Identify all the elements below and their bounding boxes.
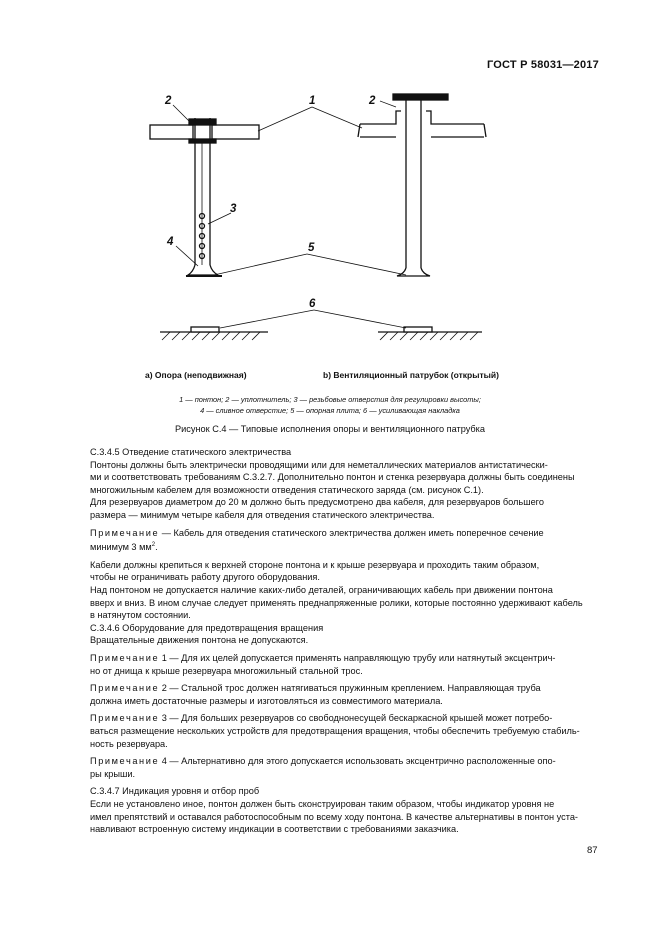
- paragraph-line: в натянутом состоянии.: [90, 610, 191, 621]
- label-5: 5: [308, 242, 315, 254]
- note-label: Примечание: [90, 683, 160, 694]
- pontoon-right-a: [212, 125, 259, 139]
- note: [90, 712, 599, 725]
- paragraph-line: Над понтоном не допускается наличие каких-либо деталей, ограничивающих кабель при движении понтона: [90, 585, 553, 595]
- note-text: 3 — Для больших резервуаров со свободнонесущей бескаркасной крышей может потребо-: [159, 713, 553, 724]
- note-line: [61, 539, 599, 554]
- paragraph-line: Для резервуаров диаметром до 20 м должно быть предусмотрено два кабеля, для резервуаров большего: [90, 497, 544, 508]
- paragraph-line: многожильным кабелем для возможности отведения статического заряда (см. рисунок С.1).: [90, 484, 484, 495]
- figure-caption: Рисунок С.4 — Типовые исполнения опоры и вентиляционного патрубка: [175, 424, 485, 434]
- paragraph-line: Вращательные движения понтона не допускаются.: [90, 635, 309, 646]
- label-1: 1: [309, 95, 316, 107]
- note: [90, 682, 599, 695]
- paragraph-line: Если не установлено иное, понтон должен быть сконструирован таким образом, чтобы индикатор уровня не: [90, 798, 555, 809]
- vent-cap: [393, 94, 448, 100]
- note-text: — Кабель для отведения статического электричества должен иметь поперечное сечение: [159, 527, 544, 538]
- note-label: Примечание: [90, 713, 160, 724]
- superscript: 2: [151, 542, 156, 549]
- note-label: Примечание: [90, 652, 160, 663]
- paragraph-line: размера — минимум четыре кабеля для отведения статического электричества.: [90, 509, 435, 520]
- legend-line-1: 1 — понтон; 2 — уплотнитель; 3 — резьбовые отверстия для регулировки высоты;: [179, 395, 481, 404]
- seal-a: [189, 119, 216, 125]
- legend-line-2: 4 — сливное отверстие; 5 — опорная плита; 6 — усиливающая накладка: [200, 406, 460, 415]
- note-line: ность резервуара.: [90, 738, 168, 749]
- note-line: но от днища к крыше резервуара многожильный стальной трос.: [90, 665, 363, 676]
- pontoon-left-a: [150, 125, 193, 139]
- paragraph-line: ми и соответствовать требованиям С.3.2.7. Дополнительно понтон и стенка резервуара должны быть соединены: [90, 472, 575, 483]
- note-line: ры крыши.: [90, 768, 136, 779]
- note-line: ваться размещение нескольких устройств для предотвращения вращения, чтобы обеспечить требуемую стабиль-: [90, 725, 580, 736]
- note-line: должна иметь достаточные размеры и изготовляться из совместимого материала.: [90, 695, 443, 706]
- paragraph-line: чтобы не ограничивать работу другого оборудования.: [90, 572, 320, 583]
- seal-a-bottom: [189, 139, 216, 143]
- subcaption-b: b) Вентиляционный патрубок (открытый): [323, 370, 499, 380]
- paragraph-line: Кабели должны крепиться к верхней стороне понтона и к крыше резервуара и проходить таким образом,: [90, 559, 540, 570]
- label-3: 3: [230, 203, 237, 215]
- label-4: 4: [167, 236, 174, 248]
- section-heading: С.3.4.6 Оборудование для предотвращения вращения: [90, 622, 324, 633]
- section-heading: С.3.4.5 Отведение статического электричества: [90, 447, 292, 457]
- note-text: 2 — Стальной трос должен натягиваться пружинным креплением. Направляющая труба: [159, 683, 541, 694]
- paragraph-line: навливают встроенную систему индикации в соответствии с требованиями заказчика.: [90, 824, 459, 835]
- note-label: Примечание: [90, 527, 160, 538]
- reinforcing-plate: [191, 327, 219, 332]
- paragraph-line: Понтоны должны быть электрически проводящими или для неметаллических материалов антистатически-: [90, 459, 548, 470]
- note-text: 1 — Для их целей допускается применять направляющую трубу или натянутый эксцентрич-: [159, 652, 556, 663]
- note-text: 4 — Альтернативно для этого допускается использовать эксцентрично расположенные опо-: [159, 756, 556, 767]
- label-2-a: 2: [165, 95, 172, 107]
- paragraph-line: имел препятствий и оставался работоспособным по всему ходу понтона. В качестве альтернативы в понтон уста-: [90, 811, 578, 822]
- note-text: .: [155, 542, 158, 553]
- label-6: 6: [309, 298, 316, 310]
- page-number: 87: [587, 845, 598, 856]
- body-text: [90, 446, 599, 836]
- note: [90, 755, 599, 768]
- subcaption-a: а) Опора (неподвижная): [145, 370, 247, 380]
- section-heading: С.3.4.7 Индикация уровня и отбор проб: [90, 786, 260, 797]
- paragraph-line: вверх и вниз. В ином случае следует применять преднапряженные ролики, которые постоянно удерживают кабель: [90, 597, 583, 608]
- note: [90, 652, 599, 665]
- note: [90, 527, 599, 540]
- note-label: Примечание: [90, 756, 160, 767]
- label-2-b: 2: [369, 95, 376, 107]
- figure-c4-drawing: [0, 0, 661, 360]
- document-id: ГОСТ Р 58031—2017: [487, 59, 599, 71]
- note-text: минимум 3 мм: [90, 542, 152, 553]
- reinforcing-plate: [404, 327, 432, 332]
